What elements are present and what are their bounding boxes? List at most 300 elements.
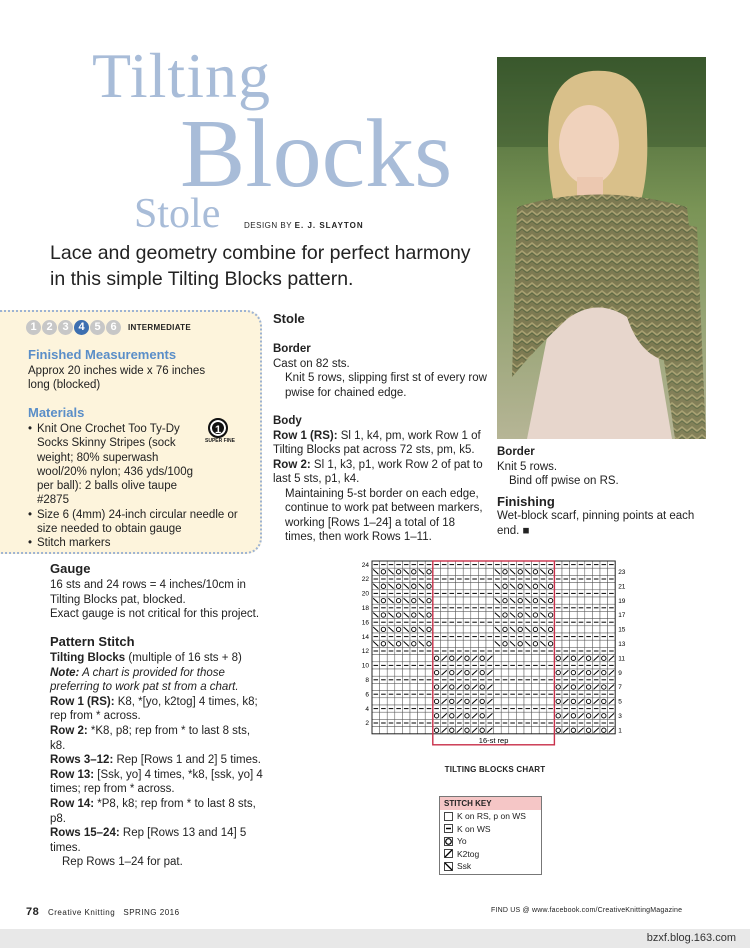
gauge-note: Exact gauge is not critical for this project. — [50, 608, 260, 620]
chart-cell — [570, 568, 578, 575]
chart-cell — [380, 655, 388, 662]
chart-cell — [478, 597, 486, 604]
skill-level-4: 4 — [74, 320, 89, 335]
row-number-right: 1 — [618, 727, 622, 735]
footer-find-us: FIND US @ www.facebook.com/CreativeKnittingMagazine — [491, 907, 683, 914]
chart-cell — [387, 712, 395, 719]
chart-cell — [380, 698, 388, 705]
row-text: Rep [Rows 1 and 2] 5 times. — [113, 754, 261, 767]
chart-cell — [577, 597, 585, 604]
chart-cell — [562, 568, 570, 575]
byline-prefix: DESIGN BY — [244, 221, 292, 230]
chart-cell — [440, 597, 448, 604]
chart-cell — [532, 698, 540, 705]
chart-cell — [471, 640, 479, 647]
chart-cell — [410, 683, 418, 690]
chart-cell — [440, 611, 448, 618]
intro-text: Lace and geometry combine for perfect harmony in this simple Tilting Blocks pattern. — [50, 242, 471, 290]
row-number-left: 22 — [361, 576, 369, 584]
chart-cell — [494, 698, 502, 705]
chart-cell — [387, 669, 395, 676]
chart-cell — [395, 655, 403, 662]
chart-cell — [608, 568, 616, 575]
chart-cell — [585, 626, 593, 633]
row-number-left: 2 — [365, 720, 369, 728]
chart-cell — [608, 583, 616, 590]
chart-cell — [418, 683, 426, 690]
chart-cell — [486, 583, 494, 590]
chart-cell — [539, 683, 547, 690]
chart-cell — [547, 683, 555, 690]
row-label: Row 2: — [50, 724, 88, 737]
chart-cell — [592, 597, 600, 604]
row-number-left: 6 — [365, 691, 369, 699]
pattern-note: A chart is provided for those preferring to work pat st from a chart. — [50, 666, 239, 694]
row-number-left: 20 — [361, 590, 369, 598]
row-number-left: 18 — [361, 604, 369, 612]
row-number-right: 15 — [618, 626, 626, 634]
chart-cell — [516, 712, 524, 719]
stitch-key-label: K2tog — [457, 848, 480, 859]
skill-level-5: 5 — [90, 320, 105, 335]
chart-cell — [486, 640, 494, 647]
chart-cell — [570, 640, 578, 647]
stole-border-heading: Border — [273, 343, 311, 355]
chart-cell — [471, 583, 479, 590]
chart-cell — [570, 583, 578, 590]
chart-cell — [372, 698, 380, 705]
chart-cell — [600, 583, 608, 590]
chart-cell — [402, 669, 410, 676]
skill-level-label: INTERMEDIATE — [128, 323, 192, 332]
chart-cell — [478, 583, 486, 590]
chart-cell — [402, 683, 410, 690]
chart-cell — [418, 698, 426, 705]
chart-cell — [456, 611, 464, 618]
finished-heading: Finished Measurements — [28, 347, 177, 362]
chart-cell — [478, 611, 486, 618]
stitch-key-item — [440, 823, 541, 836]
chart-cell — [440, 568, 448, 575]
row-number-left: 8 — [365, 676, 369, 684]
chart-cell — [554, 611, 562, 618]
chart-cell — [425, 712, 433, 719]
chart-cell — [425, 683, 433, 690]
chart-cell — [463, 640, 471, 647]
row-number-right: 23 — [618, 568, 626, 576]
finishing-text: Wet-block scarf, pinning points at each end. ■ — [497, 510, 695, 537]
footer-left — [26, 906, 180, 918]
chart-cell — [402, 698, 410, 705]
chart-cell — [463, 568, 471, 575]
chart-cell — [592, 611, 600, 618]
stole-continue: Maintaining 5-st border on each edge, continue to work pat between markers, working [Rows 1–24] a total of 18 times, then work Rows 1–11. — [285, 487, 483, 543]
chart-cell — [433, 640, 441, 647]
skill-level-6: 6 — [106, 320, 121, 335]
row-number-left: 16 — [361, 619, 369, 627]
chart-cell — [448, 626, 456, 633]
stole-heading: Stole — [273, 311, 305, 326]
finishing-heading: Finishing — [497, 493, 555, 509]
chart-cell — [440, 583, 448, 590]
row-label: Row 2: — [273, 458, 311, 471]
chart-cell — [516, 683, 524, 690]
chart-cell — [608, 611, 616, 618]
chart-cell — [539, 727, 547, 734]
row-number-right: 17 — [618, 612, 626, 620]
chart-cell — [395, 698, 403, 705]
yarn-over-icon — [444, 837, 453, 846]
chart-cell — [516, 655, 524, 662]
row-number-right: 5 — [618, 698, 622, 706]
chart-cell — [387, 655, 395, 662]
chart-cell — [463, 611, 471, 618]
stitch-key-heading: STITCH KEY — [440, 797, 541, 810]
chart-cell — [486, 568, 494, 575]
chart-cell — [471, 597, 479, 604]
row-label: Row 14: — [50, 797, 95, 810]
bottom-bar — [0, 929, 750, 948]
issue-name: SPRING 2016 — [123, 908, 180, 917]
chart-cell — [395, 683, 403, 690]
chart-cell — [478, 626, 486, 633]
chart-cell — [577, 640, 585, 647]
yarn-weight-label: SUPER FINE — [205, 438, 236, 444]
right-column — [497, 445, 712, 538]
magazine-name: Creative Knitting — [47, 908, 116, 917]
chart-cell — [380, 712, 388, 719]
chart-cell — [440, 626, 448, 633]
chart-cell — [372, 727, 380, 734]
stitch-key-label: Yo — [457, 836, 467, 847]
title-line-2: Blocks — [180, 100, 453, 208]
gauge-main: 16 sts and 24 rows = 4 inches/10cm in Tilting Blocks pat, blocked. — [50, 579, 246, 606]
skill-level-3: 3 — [58, 320, 73, 335]
stole-knit-rows: Knit 5 rows, slipping first st of every row pwise for chained edge. — [285, 372, 487, 399]
chart-cell — [570, 597, 578, 604]
chart-cell — [456, 640, 464, 647]
chart-cell — [516, 698, 524, 705]
row-number-left: 12 — [361, 648, 369, 656]
chart-cell — [524, 712, 532, 719]
row-label: Row 1 (RS): — [273, 429, 338, 442]
chart-cell — [592, 640, 600, 647]
chart-cell — [608, 626, 616, 633]
chart-cell — [448, 611, 456, 618]
row-text: *K8, p8; rep from * to last 8 sts, k8. — [50, 724, 251, 752]
chart-cell — [570, 611, 578, 618]
chart-cell — [577, 611, 585, 618]
stitch-key-label: K on WS — [457, 823, 491, 834]
chart-cell — [539, 655, 547, 662]
chart-cell — [585, 583, 593, 590]
chart-cell — [585, 597, 593, 604]
materials-heading: Materials — [28, 405, 85, 420]
stitch-key-label: K on RS, p on WS — [457, 811, 526, 822]
row-label: Rows 3–12: — [50, 754, 114, 767]
chart-cell — [395, 669, 403, 676]
chart-cell — [433, 611, 441, 618]
chart-cell — [456, 583, 464, 590]
stitch-key-item — [440, 860, 541, 873]
stitch-key-item — [440, 848, 541, 861]
chart-cell — [463, 583, 471, 590]
pattern-name: Tilting Blocks — [50, 652, 126, 664]
pattern-stitch-text — [50, 651, 265, 870]
row-number-right: 3 — [618, 712, 622, 720]
chart-cell — [547, 727, 555, 734]
stitch-key — [439, 796, 542, 875]
row-label: Row 13: — [50, 768, 95, 781]
knit-symbol-icon — [444, 812, 453, 821]
skill-level — [26, 320, 191, 335]
chart-cell — [562, 583, 570, 590]
chart-cell — [418, 669, 426, 676]
chart-cell — [501, 727, 509, 734]
chart-cell — [509, 655, 517, 662]
chart-cell — [456, 597, 464, 604]
chart-cell — [410, 698, 418, 705]
chart-cell — [402, 712, 410, 719]
chart-cell — [372, 712, 380, 719]
row-number-left: 14 — [361, 633, 369, 641]
row-text: K8, *[yo, k2tog] 4 times, k8; rep from * across. — [50, 695, 258, 723]
skill-level-2: 2 — [42, 320, 57, 335]
chart-cell — [448, 583, 456, 590]
model-photo — [497, 57, 706, 439]
chart-cell — [380, 683, 388, 690]
finished-text: Approx 20 inches wide x 76 inches long (blocked) — [28, 365, 206, 391]
materials-list — [28, 422, 238, 551]
row-number-right: 9 — [618, 669, 622, 677]
chart-cell — [562, 611, 570, 618]
chart-cell — [562, 640, 570, 647]
chart-cell — [600, 626, 608, 633]
chart-cell — [524, 683, 532, 690]
right-bind-off: Bind off pwise on RS. — [509, 475, 619, 487]
row-label: Rows 15–24: — [50, 827, 120, 840]
chart-cell — [380, 727, 388, 734]
chart-cell — [532, 727, 540, 734]
stitch-key-item — [440, 835, 541, 848]
chart-cell — [372, 655, 380, 662]
chart-cell — [547, 669, 555, 676]
right-border-text: Knit 5 rows. — [497, 460, 558, 473]
chart-cell — [577, 568, 585, 575]
row-text: *P8, k8; rep from * to last 8 sts, p8. — [50, 797, 256, 825]
skill-level-1: 1 — [26, 320, 41, 335]
chart-cell — [501, 669, 509, 676]
stole-instructions — [273, 342, 488, 545]
yarn-weight-number: 1 — [208, 418, 228, 438]
chart-cell — [585, 611, 593, 618]
chart-cell — [532, 655, 540, 662]
row-number-right: 21 — [618, 583, 626, 591]
chart-cell — [509, 669, 517, 676]
chart-cell — [494, 683, 502, 690]
chart-cell — [395, 712, 403, 719]
row-number-right: 7 — [618, 684, 622, 692]
purl-dash-icon — [444, 824, 453, 833]
chart-cell — [494, 669, 502, 676]
chart-cell — [524, 655, 532, 662]
chart-cell — [562, 597, 570, 604]
row-text: Sl 1, k3, p1, work Row 2 of pat to last 5 sts, p1, k4. — [273, 458, 483, 485]
chart-cell — [592, 568, 600, 575]
chart-cell — [448, 597, 456, 604]
chart-cell — [410, 712, 418, 719]
chart-cell — [539, 698, 547, 705]
chart-cell — [440, 640, 448, 647]
materials-item: • Stitch markers — [28, 536, 238, 550]
row-text: Sl 1, k4, pm, work Row 1 of Tilting Blocks pat across 72 sts, pm, k5. — [273, 429, 481, 456]
row-number-left: 4 — [365, 705, 369, 713]
chart-cell — [539, 712, 547, 719]
chart-title: TILTING BLOCKS CHART — [444, 765, 546, 774]
byline — [244, 221, 364, 230]
right-border-heading: Border — [497, 446, 535, 458]
chart-cell — [577, 626, 585, 633]
chart-cell — [524, 698, 532, 705]
chart-cell — [395, 727, 403, 734]
gauge-heading: Gauge — [50, 561, 91, 576]
repeat-label: 16-st rep — [478, 735, 509, 745]
chart-cell — [509, 683, 517, 690]
chart-cell — [554, 597, 562, 604]
chart-cell — [418, 655, 426, 662]
title-line-1: Tilting — [92, 40, 271, 111]
chart-cell — [478, 640, 486, 647]
pattern-final: Rep Rows 1–24 for pat. — [62, 856, 183, 869]
chart-cell — [501, 683, 509, 690]
chart-svg — [356, 557, 626, 757]
chart-cell — [463, 626, 471, 633]
chart-cell — [486, 611, 494, 618]
chart-cell — [516, 669, 524, 676]
chart-cell — [387, 727, 395, 734]
chart-cell — [608, 597, 616, 604]
chart-cell — [433, 597, 441, 604]
chart-cell — [372, 683, 380, 690]
row-number-right: 19 — [618, 597, 626, 605]
stitch-key-item — [440, 810, 541, 823]
row-number-right: 11 — [618, 655, 625, 663]
chart-cell — [532, 712, 540, 719]
chart-cell — [516, 727, 524, 734]
chart-cell — [554, 626, 562, 633]
chart-cell — [539, 669, 547, 676]
chart-cell — [592, 583, 600, 590]
chart-cell — [478, 568, 486, 575]
chart-cell — [532, 669, 540, 676]
chart-cell — [494, 655, 502, 662]
stitch-key-label: Ssk — [457, 861, 472, 872]
chart-cell — [410, 669, 418, 676]
byline-name: E. J. SLAYTON — [294, 221, 364, 230]
chart-cell — [410, 655, 418, 662]
k2tog-icon — [444, 849, 453, 858]
chart-cell — [509, 727, 517, 734]
pattern-stitch-heading: Pattern Stitch — [50, 634, 135, 649]
chart-cell — [585, 568, 593, 575]
chart-cell — [501, 698, 509, 705]
chart-cell — [600, 640, 608, 647]
chart-cell — [554, 640, 562, 647]
chart-cell — [501, 712, 509, 719]
chart-cell — [486, 597, 494, 604]
chart-cell — [433, 583, 441, 590]
chart-cell — [448, 568, 456, 575]
chart-cell — [554, 568, 562, 575]
row-number-right: 13 — [618, 640, 626, 648]
chart-cell — [402, 655, 410, 662]
chart-cell — [425, 727, 433, 734]
chart-cell — [471, 626, 479, 633]
materials-item: • Size 6 (4mm) 24-inch circular needle or size needed to obtain gauge — [28, 508, 238, 537]
chart-cell — [471, 568, 479, 575]
stole-body-heading: Body — [273, 415, 302, 427]
chart-cell — [448, 640, 456, 647]
chart-cell — [554, 583, 562, 590]
chart-cell — [372, 669, 380, 676]
chart-cell — [600, 568, 608, 575]
chart-cell — [585, 640, 593, 647]
chart-cell — [600, 597, 608, 604]
chart-cell — [608, 640, 616, 647]
chart-cell — [547, 698, 555, 705]
chart-cell — [600, 611, 608, 618]
row-text: Rep [Rows 13 and 14] 5 times. — [50, 827, 247, 854]
row-number-left: 10 — [361, 662, 369, 670]
chart-cell — [509, 712, 517, 719]
chart-cell — [532, 683, 540, 690]
chart-cell — [433, 568, 441, 575]
chart-cell — [577, 583, 585, 590]
chart-cell — [547, 655, 555, 662]
chart-cell — [494, 712, 502, 719]
materials-item: • Knit One Crochet Too Ty-Dy Socks Skinny Stripes (sock weight; 80% superwash wool/20% nylon; 436 yds/100g per ball): 2 balls olive taupe #2875 — [28, 422, 200, 508]
watermark: bzxf.blog.163.com — [646, 932, 736, 944]
chart-cell — [418, 727, 426, 734]
chart-cell — [380, 669, 388, 676]
chart-cell — [456, 626, 464, 633]
chart-cell — [463, 597, 471, 604]
stole-cast-on: Cast on 82 sts. — [273, 357, 350, 370]
tilting-blocks-chart — [356, 557, 626, 762]
chart-cell — [433, 626, 441, 633]
row-number-left: 24 — [361, 561, 369, 569]
chart-cell — [402, 727, 410, 734]
gauge-text — [50, 578, 265, 622]
chart-cell — [486, 626, 494, 633]
chart-cell — [425, 669, 433, 676]
chart-cell — [456, 568, 464, 575]
pattern-note-label: Note: — [50, 666, 80, 679]
chart-cell — [524, 669, 532, 676]
row-label: Row 1 (RS): — [50, 695, 115, 708]
chart-cell — [547, 712, 555, 719]
chart-cell — [570, 626, 578, 633]
chart-cell — [501, 655, 509, 662]
chart-cell — [387, 683, 395, 690]
chart-cell — [410, 727, 418, 734]
chart-cell — [418, 712, 426, 719]
chart-cell — [387, 698, 395, 705]
chart-cell — [425, 698, 433, 705]
title-line-3: Stole — [134, 191, 221, 237]
chart-cell — [425, 655, 433, 662]
pattern-multiple: (multiple of 16 sts + 8) — [125, 652, 242, 664]
